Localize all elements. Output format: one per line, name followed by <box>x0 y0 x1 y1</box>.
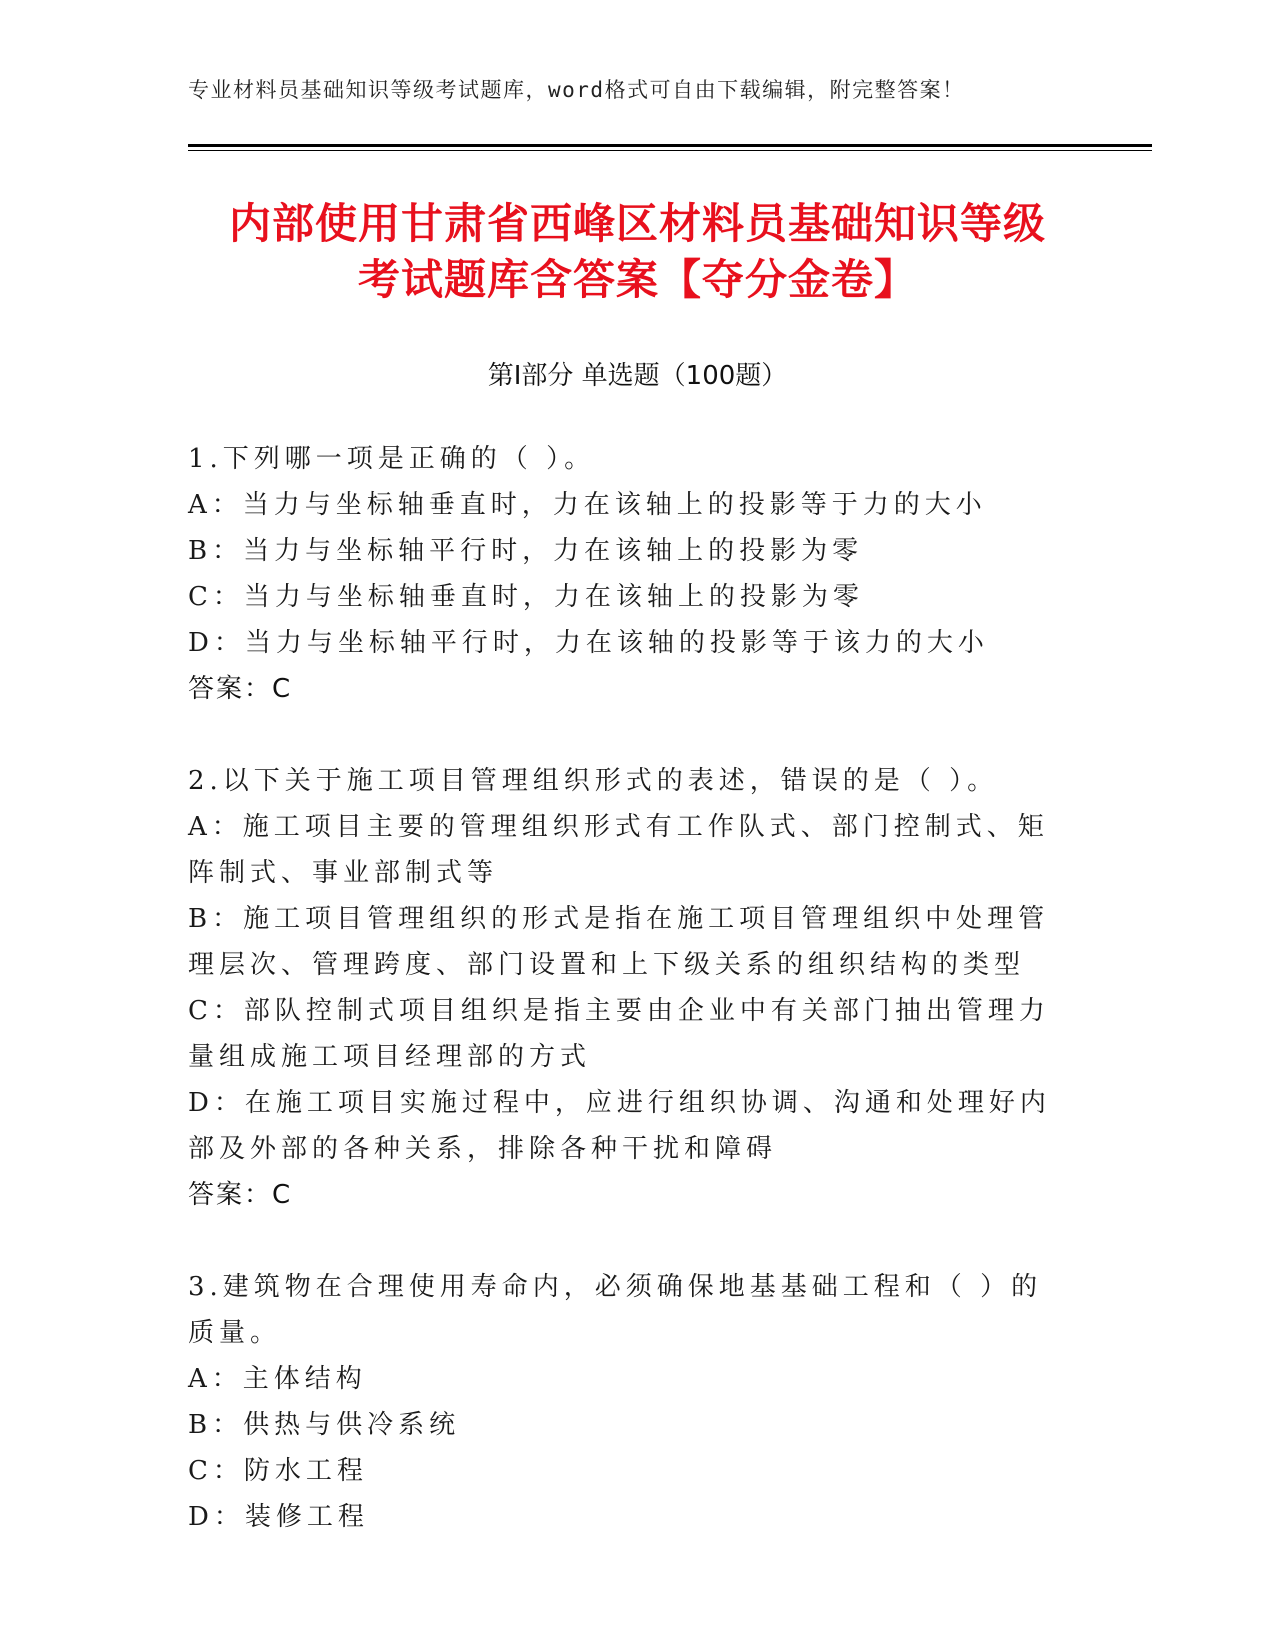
header-rule-thin <box>188 150 1152 151</box>
question-stem: 1.下列哪一项是正确的（ ）。 <box>188 444 596 474</box>
option-b: B：供热与供冷系统 <box>188 1410 461 1440</box>
title-line-2: 考试题库含答案【夺分金卷】 <box>357 255 917 304</box>
option-d: D：当力与坐标轴平行时，力在该轴的投影等于该力的大小 <box>188 628 989 658</box>
section-heading: 第Ⅰ部分 单选题（100题） <box>487 361 788 391</box>
option-a: A：主体结构 <box>188 1364 367 1394</box>
option-b: B：施工项目管理组织的形式是指在施工项目管理组织中处理管理层次、管理跨度、部门设置和上下级关系的组织结构的类型 <box>188 904 1050 980</box>
question-stem: 2.以下关于施工项目管理组织形式的表述，错误的是（ ）。 <box>188 766 999 796</box>
option-a: A：施工项目主要的管理组织形式有工作队式、部门控制式、矩阵制式、事业部制式等 <box>188 812 1049 888</box>
header-rule-thick <box>188 144 1152 147</box>
question-1 <box>188 436 1068 712</box>
document-title <box>150 196 1125 308</box>
option-c: C：防水工程 <box>188 1456 368 1486</box>
option-a: A：当力与坐标轴垂直时，力在该轴上的投影等于力的大小 <box>188 490 987 520</box>
question-3 <box>188 1264 1068 1540</box>
answer: 答案：C <box>188 1180 293 1210</box>
question-2 <box>188 758 1068 1218</box>
option-c: C：当力与坐标轴垂直时，力在该轴上的投影为零 <box>188 582 864 612</box>
page-header: 专业材料员基础知识等级考试题库，word格式可自由下载编辑，附完整答案！ <box>188 78 965 102</box>
answer: 答案：C <box>188 674 293 704</box>
question-stem: 3.建筑物在合理使用寿命内，必须确保地基基础工程和（ ）的质量。 <box>188 1272 1043 1348</box>
title-line-1: 内部使用甘肃省西峰区材料员基础知识等级 <box>228 199 1046 248</box>
question-list <box>188 436 1068 1586</box>
option-d: D：装修工程 <box>188 1502 369 1532</box>
option-d: D：在施工项目实施过程中，应进行组织协调、沟通和处理好内部及外部的各种关系，排除各种干扰和障碍 <box>188 1088 1051 1164</box>
option-c: C：部队控制式项目组织是指主要由企业中有关部门抽出管理力量组成施工项目经理部的方式 <box>188 996 1050 1072</box>
option-b: B：当力与坐标轴平行时，力在该轴上的投影为零 <box>188 536 864 566</box>
